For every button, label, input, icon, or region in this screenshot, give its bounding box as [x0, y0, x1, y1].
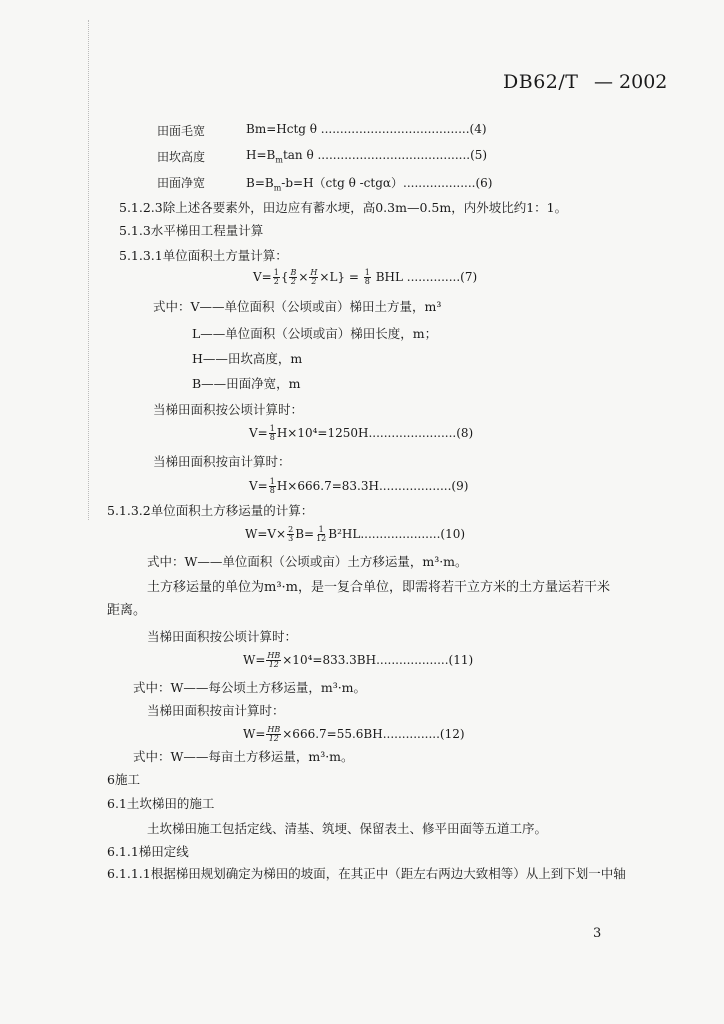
binding-margin-line: [88, 20, 89, 520]
formula-8: V= $\frac{1}{8}$ H×10⁴=1250H.......................(8): [249, 424, 474, 442]
where-L: L——单位面积（公顷或亩）梯田长度，m；: [192, 326, 438, 341]
para-6-1: 土坎梯田施工包括定线、清基、筑埂、保留表土、修平田面等五道工序。: [147, 821, 548, 836]
where-V: 式中：V——单位面积（公顷或亩）梯田土方量，m³: [153, 299, 442, 314]
formula-6: $B=B_m-b=H(ctg$ θ -ctgα）...................(6): [246, 176, 493, 193]
mu-calc-label-2: 当梯田面积按亩计算时：: [147, 703, 285, 718]
standard-code: DB62/T: [503, 71, 579, 93]
heading-5-1-3-1: 5.1.3.1单位面积土方量计算：: [119, 248, 288, 263]
para-6-1-1-1: 6.1.1.1根据梯田规划确定为梯田的坡面，在其正中（距左右两边大致相等）从上到下划一中轴: [107, 866, 626, 881]
formula-12: W= $\frac{HB}{12}$ ×666.7=55.6BH...............(12): [243, 725, 465, 743]
where-W-hectare: 式中：W——每公顷土方移运量，m³·m。: [133, 680, 367, 695]
where-H: H——田坎高度，m: [192, 351, 303, 366]
para-5-1-2-3: 5.1.2.3除上述各要素外，田边应有蓄水埂，高0.3m—0.5m，内外坡比约1：1。: [119, 200, 568, 215]
label-bank-height: 田坎高度: [157, 150, 206, 164]
page-number: 3: [593, 926, 602, 941]
heading-6: 6施工: [107, 772, 140, 787]
formula-11: W= $\frac{HB}{12}$ ×10⁴=833.3BH...................(11): [243, 651, 474, 669]
formula-7: V= $\frac{1}{2}$ { $\frac{B}{2}$ × $\frac{H}{2}$ ×L} = $\frac{1}{8}$ BHL ..............(7): [253, 268, 478, 286]
heading-5-1-3: 5.1.3水平梯田工程量计算: [119, 223, 264, 238]
formula-10: W=V× $\frac{2}{3}$ B= $\frac{1}{12}$ B²HL.....................(10): [245, 525, 466, 543]
standard-year: — 2002: [594, 71, 668, 93]
label-net-width: 田面净宽: [157, 176, 206, 190]
mu-calc-label: 当梯田面积按亩计算时：: [153, 454, 291, 469]
where-W-unit: 式中：W——单位面积（公顷或亩）土方移运量，m³·m。: [147, 554, 468, 569]
formula-5: $H=B_m\tan$ θ ........................................(5): [246, 148, 488, 165]
unit-note-line-1: 土方移运量的单位为m³·m，是一复合单位，即需将若干立方米的土方量运若干米: [147, 580, 610, 595]
where-B: B——田面净宽，m: [192, 376, 301, 391]
heading-6-1: 6.1土坎梯田的施工: [107, 796, 215, 811]
hectare-calc-label-2: 当梯田面积按公顷计算时：: [147, 629, 298, 644]
where-W-mu: 式中：W——每亩土方移运量，m³·m。: [133, 749, 354, 764]
formula-4: Bm=Hctg θ .......................................(4): [246, 122, 487, 136]
heading-5-1-3-2: 5.1.3.2单位面积土方移运量的计算：: [107, 503, 314, 518]
label-gross-width: 田面毛宽: [157, 124, 206, 138]
hectare-calc-label: 当梯田面积按公顷计算时：: [153, 402, 304, 417]
formula-9: V= $\frac{1}{8}$ H×666.7=83.3H...................(9): [249, 477, 469, 495]
unit-note-line-2: 距离。: [107, 603, 147, 618]
heading-6-1-1: 6.1.1梯田定线: [107, 844, 189, 859]
